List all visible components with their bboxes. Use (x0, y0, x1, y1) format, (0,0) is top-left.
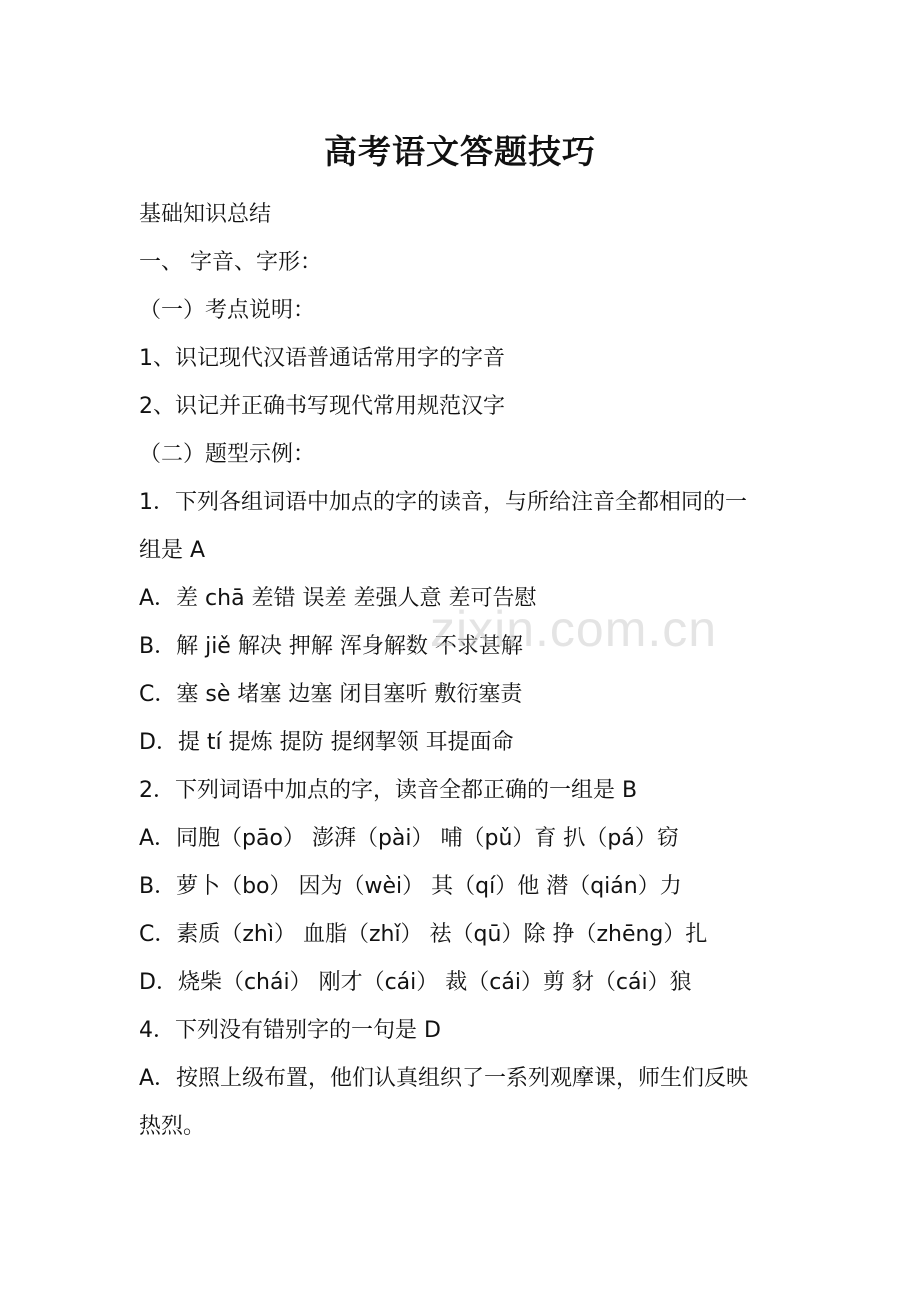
text-line: 1、识记现代汉语普通话常用字的字音 (139, 346, 505, 371)
text-line: A．同胞（pāo） 澎湃（pài） 哺（pǔ）育 扒（pá）窃 (139, 826, 679, 851)
text-line: 一、 字音、字形： (139, 250, 322, 275)
text-line: D．提 tí 提炼 提防 提纲挈领 耳提面命 (139, 730, 514, 755)
text-line: A．差 chā 差错 误差 差强人意 差可告慰 (139, 586, 537, 611)
text-line: 4．下列没有错别字的一句是 D (139, 1018, 441, 1043)
text-line: 基础知识总结 (139, 202, 272, 227)
text-line: B．解 jiě 解决 押解 浑身解数 不求甚解 (139, 634, 523, 659)
text-line: B．萝卜（bo） 因为（wèi） 其（qí）他 潜（qián）力 (139, 874, 682, 899)
document-body (139, 191, 789, 1151)
text-line: 热烈。 (139, 1114, 206, 1139)
document-title: 高考语文答题技巧 (324, 132, 596, 171)
text-line: （一）考点说明： (139, 298, 316, 323)
text-line: C．塞 sè 堵塞 边塞 闭目塞听 敷衍塞责 (139, 682, 523, 707)
text-line: 组是 A (139, 538, 206, 563)
text-line: （二）题型示例： (139, 442, 316, 467)
text-line: A．按照上级布置，他们认真组织了一系列观摩课，师生们反映 (139, 1066, 749, 1091)
text-line: 1．下列各组词语中加点的字的读音，与所给注音全都相同的一 (139, 490, 747, 515)
text-line: D．烧柴（chái） 刚才（cái） 裁（cái）剪 豺（cái）狼 (139, 970, 692, 995)
watermark: zixin.com.cn (430, 601, 718, 657)
text-line: 2、识记并正确书写现代常用规范汉字 (139, 394, 505, 419)
text-line: C．素质（zhì） 血脂（zhǐ） 祛（qū）除 挣（zhēng）扎 (139, 922, 708, 947)
text-line: 2．下列词语中加点的字，读音全都正确的一组是 B (139, 778, 638, 803)
